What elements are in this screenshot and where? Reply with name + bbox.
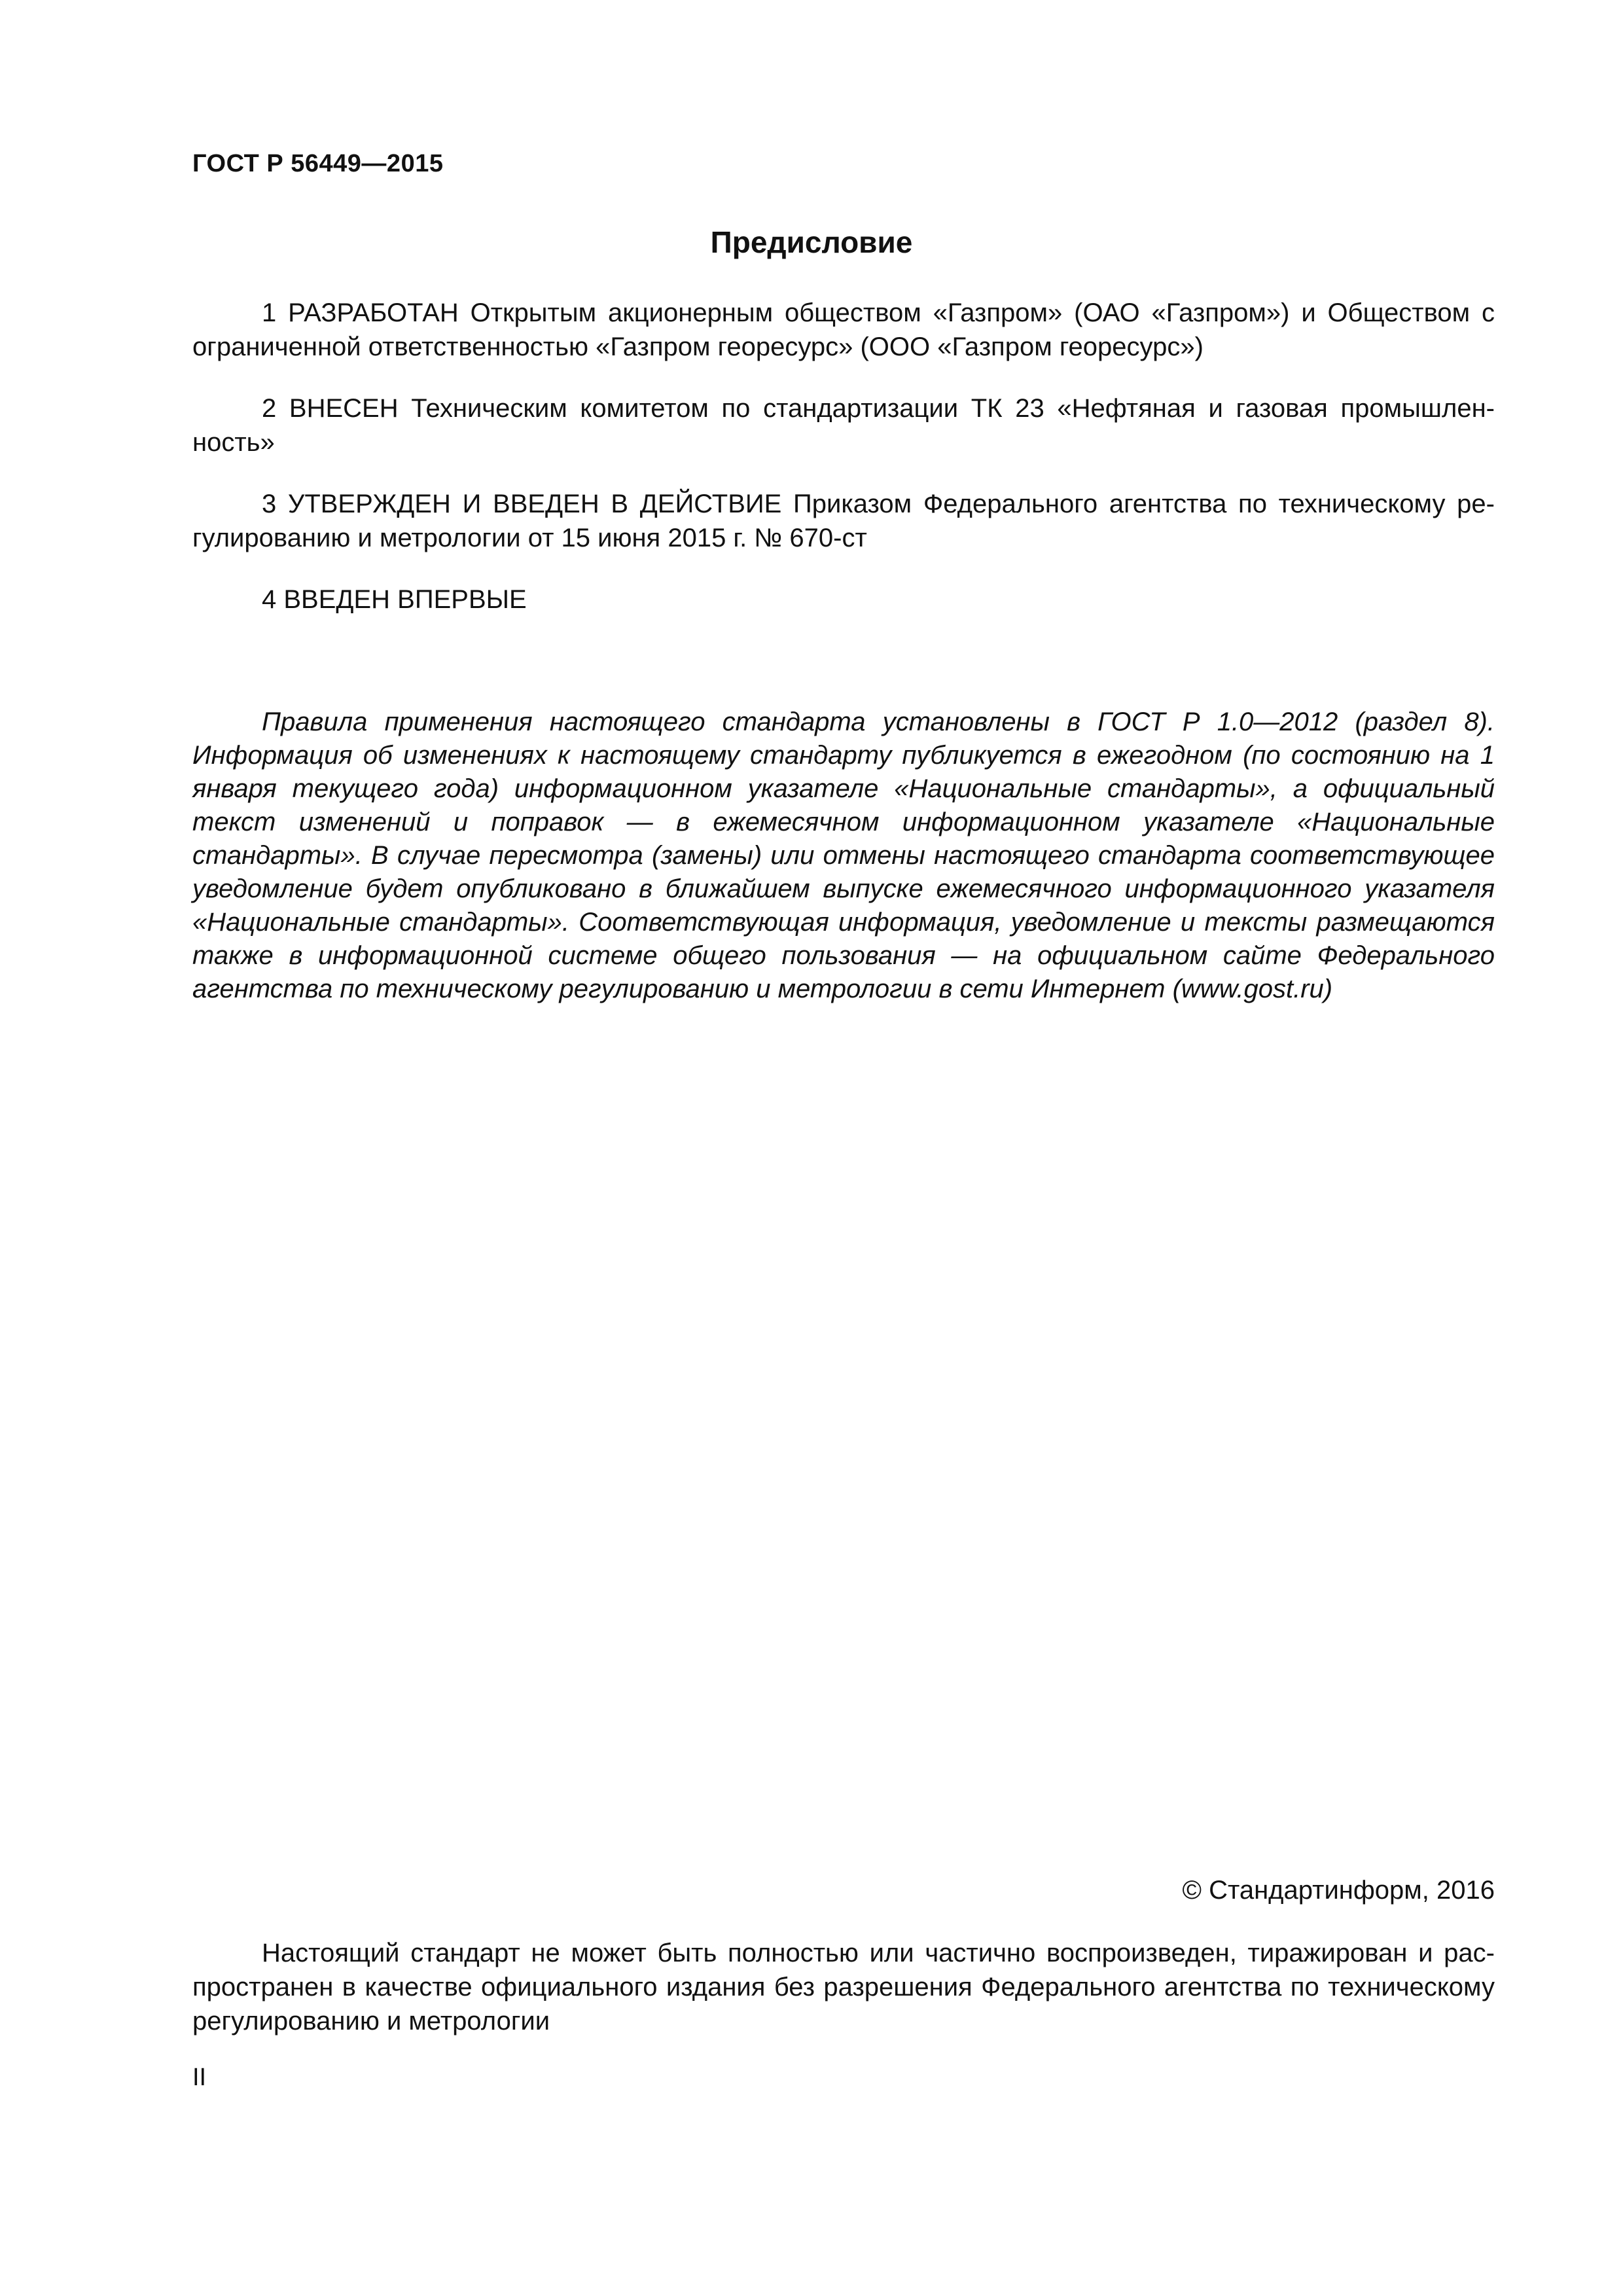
copyright-notice: © Стандартинформ, 2016 bbox=[1182, 1876, 1495, 1905]
reproduction-notice: Настоящий стандарт не может быть полностью или частично воспроизведен, тиражирован и распространен в качестве официального издания без разрешения Федерального агентства по техническому регулированию и метрологии bbox=[192, 1939, 1495, 2036]
document-code: ГОСТ Р 56449—2015 bbox=[192, 150, 444, 177]
foreword-item-developed: 1 РАЗРАБОТАН Открытым акционерным обществом «Газпром» (ОАО «Газпром») и Обществом с ограниченной ответственностью «Газпром георесурс» (ООО «Газпром георесурс») bbox=[192, 298, 1495, 361]
foreword-title: Предисловие bbox=[710, 225, 913, 259]
page-number: II bbox=[192, 2064, 207, 2091]
foreword-item-approved: 3 УТВЕРЖДЕН И ВВЕДЕН В ДЕЙСТВИЕ Приказом Федерального агентства по техническому регулированию и метрологии от 15 июня 2015 г. № 670-ст bbox=[192, 490, 1495, 552]
foreword-item-introduced: 2 ВНЕСЕН Техническим комитетом по стандартизации ТК 23 «Нефтяная и газовая промышленность» bbox=[192, 394, 1495, 457]
foreword-item-first-introduced: 4 ВВЕДЕН ВПЕРВЫЕ bbox=[262, 585, 527, 614]
application-rules-notice: Правила применения настоящего стандарта установлены в ГОСТ Р 1.0—2012 (раздел 8). Информация об изменениях к настоящему стандарту публикуется в ежегодном (по состоянию на 1 января текущего года) информационном указателе «Национальные стандарты», а официальный текст изменений и поправок — в ежемесячном информационном указателе «Национальные стандарты». В случае пересмотра (замены) или отмены настоящего стандарта соответствующее уведомление будет опубликовано в ближайшем выпуске ежемесячного информационного указателя «Национальные стандарты». Соответствующая информация, уведомление и тексты размещаются также в информационной системе общего пользования — на официальном сайте Федерального агентства по техническому регулированию и метрологии в сети Интернет (www.gost.ru) bbox=[192, 708, 1495, 1003]
